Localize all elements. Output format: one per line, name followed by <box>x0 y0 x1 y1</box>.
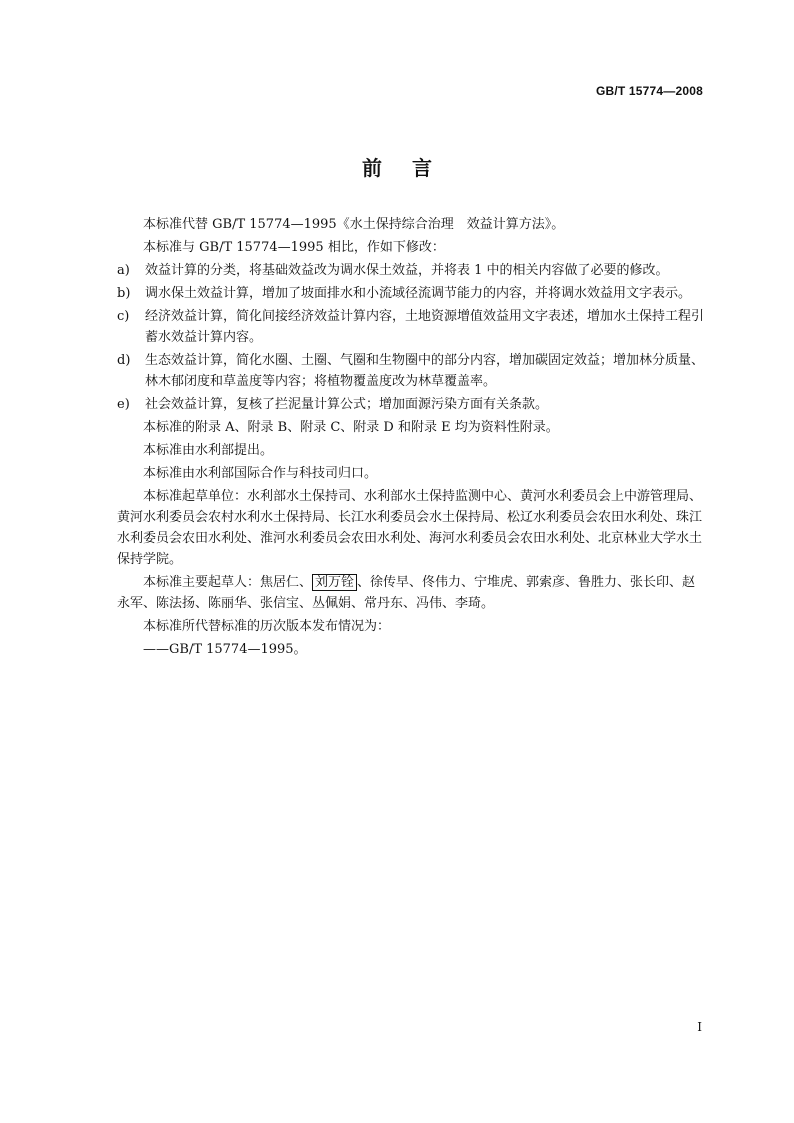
list-item <box>117 306 707 348</box>
list-item-label: d) <box>117 353 131 368</box>
paragraph-history-intro: 本标准所代替标准的历次版本发布情况为： <box>143 619 391 634</box>
list-item-label: b) <box>117 286 131 301</box>
list-item <box>117 394 707 415</box>
list-item <box>117 283 707 304</box>
list-item-text: 经济效益计算，简化间接经济效益计算内容，土地资源增值效益用文字表述，增加水土保持工程引蓄水效益计算内容。 <box>145 309 705 345</box>
list-item-label: a) <box>117 263 130 278</box>
list-item-label: e) <box>117 397 130 412</box>
foreword-body <box>117 214 707 662</box>
list-item <box>117 260 707 281</box>
list-item <box>117 350 707 392</box>
list-item-text: 生态效益计算，简化水圈、土圈、气圈和生物圈中的部分内容，增加碳固定效益；增加林分质量、林木郁闭度和草盖度等内容；将植物覆盖度改为林草覆盖率。 <box>145 353 705 389</box>
paragraph-proposed: 本标准由水利部提出。 <box>143 443 274 458</box>
boxed-name: 刘万铨 <box>312 574 357 591</box>
standard-code: GB/T 15774—2008 <box>595 84 703 98</box>
paragraph-drafting-units: 本标准起草单位：水利部水土保持司、水利部水土保持监测中心、黄河水利委员会上中游管理局、黄河水利委员会农村水利水土保持局、长江水利委员会水土保持局、松辽水利委员会农田水利处、珠江水利委员会农田水利处、淮河水利委员会农田水利处、海河水利委员会农田水利处、北京林业大学水土保持学院。 <box>117 489 703 567</box>
paragraph-changes-intro: 本标准与 GB/T 15774—1995 相比，作如下修改： <box>143 240 445 255</box>
page-title: 前言 <box>362 156 462 180</box>
list-item-label: c) <box>117 309 130 324</box>
paragraph-appendix: 本标准的附录 A、附录 B、附录 C、附录 D 和附录 E 均为资料性附录。 <box>143 420 559 435</box>
paragraph-managed: 本标准由水利部国际合作与科技司归口。 <box>143 466 378 481</box>
paragraph-replaces: 本标准代替 GB/T 15774—1995《水土保持综合治理 效益计算方法》。 <box>143 217 565 232</box>
paragraph-drafters <box>117 572 707 614</box>
list-item-text: 调水保土效益计算，增加了坡面排水和小流域径流调节能力的内容，并将调水效益用文字表示。 <box>145 286 692 301</box>
list-item-text: 效益计算的分类，将基础效益改为调水保土效益，并将表 1 中的相关内容做了必要的修改。 <box>145 263 669 278</box>
list-item-text: 社会效益计算，复核了拦泥量计算公式；增加面源污染方面有关条款。 <box>145 397 549 412</box>
drafters-suffix: 、徐传早、佟伟力、宁堆虎、郭索彦、鲁胜力、张长印、赵永军、陈法扬、陈丽华、张信宝、丛佩娟、常丹东、冯伟、李琦。 <box>117 575 696 611</box>
page-number: I <box>697 1020 702 1034</box>
drafters-prefix: 本标准主要起草人：焦居仁、 <box>143 575 313 590</box>
paragraph-history-item: ——GB/T 15774—1995。 <box>143 642 307 657</box>
